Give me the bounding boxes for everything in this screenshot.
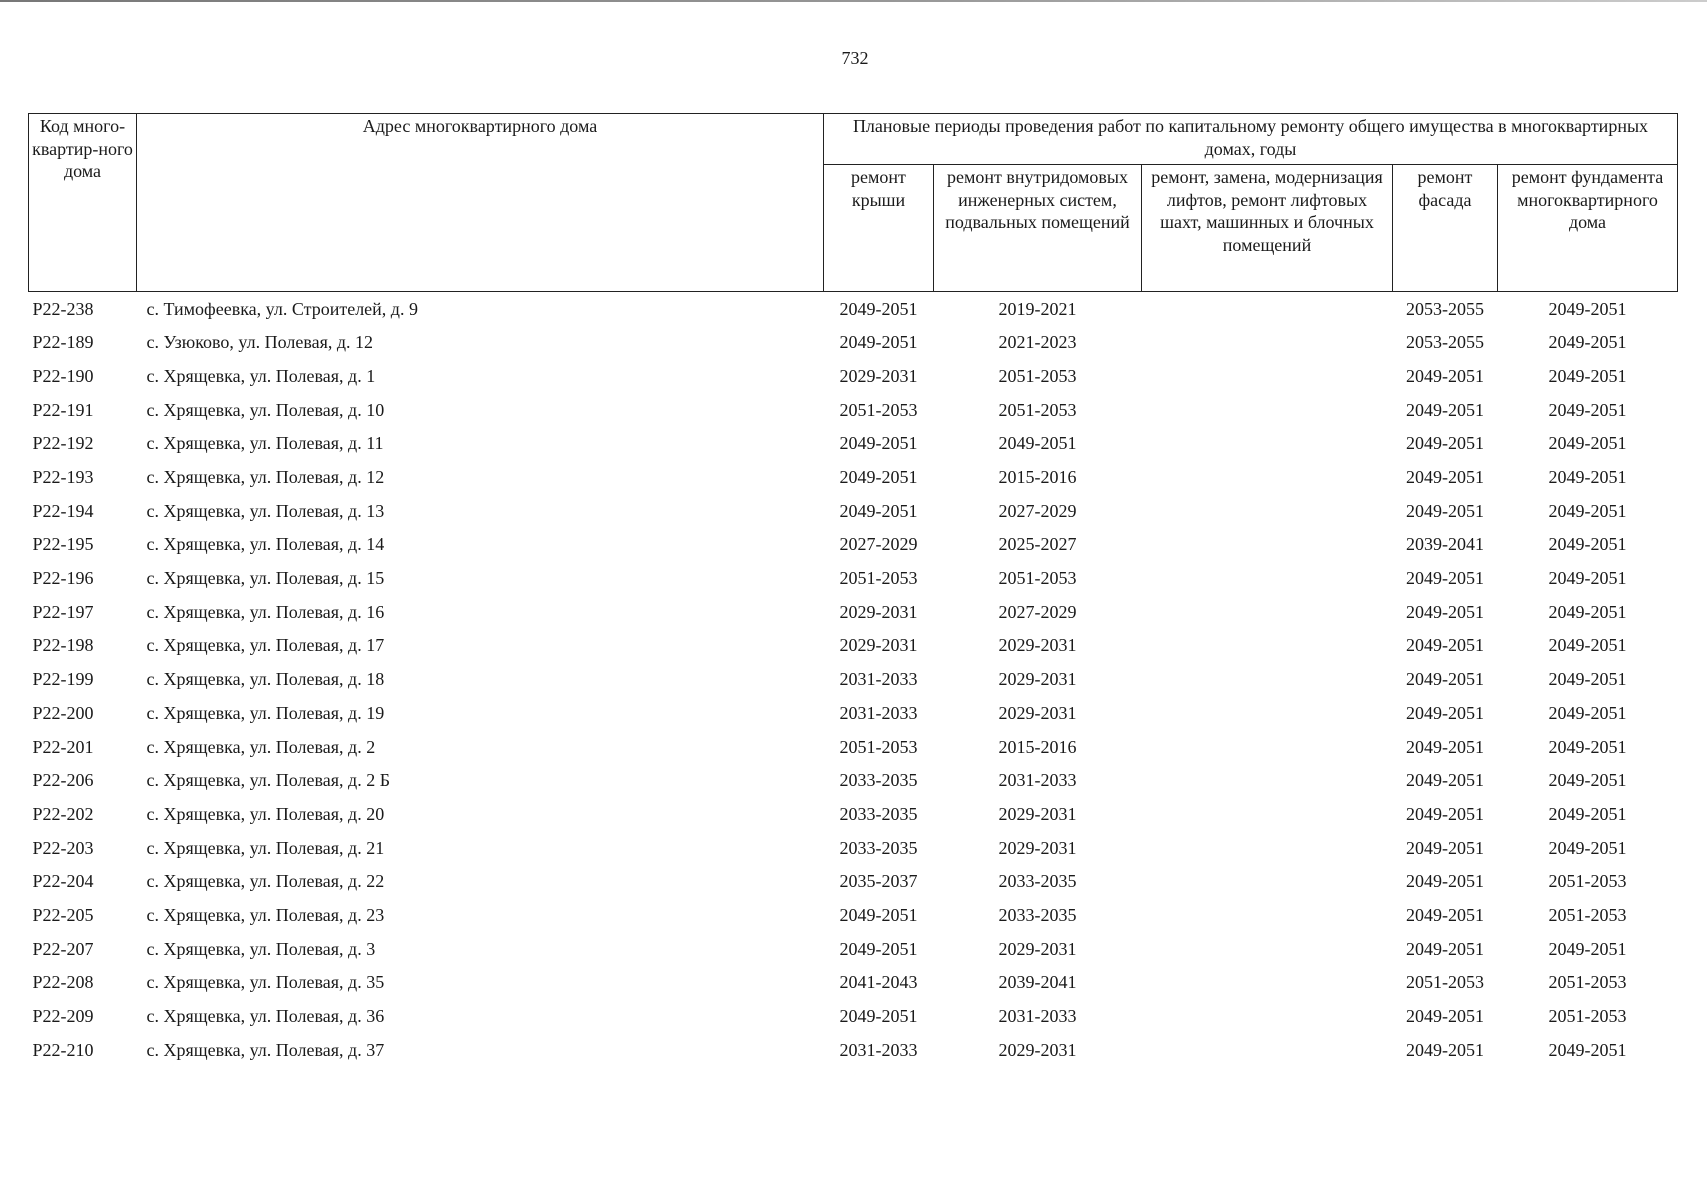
- cell-address: с. Хрящевка, ул. Полевая, д. 23: [146, 904, 385, 925]
- cell-engineering: 2051-2053: [998, 365, 1077, 386]
- cell-code: P22-207: [32, 938, 94, 959]
- cell-foundation: 2049-2051: [1548, 635, 1627, 656]
- cell-roof: 2049-2051: [839, 938, 918, 959]
- cell-facade: 2039-2041: [1406, 534, 1484, 555]
- table-row: [29, 1033, 1678, 1067]
- table-row: [29, 797, 1678, 831]
- table-row: [29, 966, 1678, 1000]
- cell-elevators: [1142, 494, 1393, 528]
- cell-code: P22-197: [32, 601, 94, 622]
- capital-repair-table: [28, 113, 1678, 1067]
- cell-engineering: 2029-2031: [998, 702, 1077, 723]
- cell-code: P22-210: [32, 1039, 94, 1060]
- cell-facade: 2049-2051: [1406, 500, 1484, 521]
- cell-address: с. Хрящевка, ул. Полевая, д. 14: [146, 534, 385, 555]
- cell-engineering: 2031-2033: [998, 770, 1077, 791]
- cell-address: с. Хрящевка, ул. Полевая, д. 22: [146, 871, 385, 892]
- table-row: [29, 663, 1678, 697]
- cell-roof: 2049-2051: [839, 298, 918, 319]
- cell-facade: 2049-2051: [1406, 365, 1484, 386]
- cell-elevators: [1142, 764, 1393, 798]
- cell-roof: 2029-2031: [839, 365, 918, 386]
- cell-facade: 2049-2051: [1406, 399, 1484, 420]
- cell-address: с. Тимофеевка, ул. Строителей, д. 9: [146, 298, 418, 319]
- table-row: [29, 932, 1678, 966]
- cell-address: с. Хрящевка, ул. Полевая, д. 15: [146, 568, 385, 589]
- cell-code: P22-196: [32, 568, 94, 589]
- cell-code: P22-206: [32, 770, 94, 791]
- cell-engineering: 2029-2031: [998, 669, 1077, 690]
- table-row: [29, 595, 1678, 629]
- cell-roof: 2033-2035: [839, 803, 918, 824]
- table-row: [29, 831, 1678, 865]
- cell-roof: 2031-2033: [839, 669, 918, 690]
- cell-foundation: 2049-2051: [1548, 534, 1627, 555]
- cell-code: P22-205: [32, 904, 94, 925]
- cell-facade: 2049-2051: [1406, 871, 1484, 892]
- cell-engineering: 2049-2051: [998, 433, 1077, 454]
- cell-facade: 2053-2055: [1406, 332, 1484, 353]
- cell-engineering: 2029-2031: [998, 803, 1077, 824]
- cell-code: P22-189: [32, 332, 94, 353]
- cell-engineering: 2031-2033: [998, 1006, 1077, 1027]
- cell-address: с. Хрящевка, ул. Полевая, д. 2 Б: [146, 770, 391, 791]
- scan-edge-line: [0, 0, 1707, 2]
- cell-foundation: 2049-2051: [1548, 467, 1627, 488]
- cell-foundation: 2049-2051: [1548, 500, 1627, 521]
- cell-address: с. Хрящевка, ул. Полевая, д. 12: [146, 467, 385, 488]
- cell-code: P22-192: [32, 433, 94, 454]
- cell-roof: 2035-2037: [839, 871, 918, 892]
- cell-address: с. Хрящевка, ул. Полевая, д. 10: [146, 399, 385, 420]
- cell-engineering: 2029-2031: [998, 635, 1077, 656]
- cell-roof: 2041-2043: [839, 972, 918, 993]
- table-row: [29, 865, 1678, 899]
- cell-facade: 2049-2051: [1406, 770, 1484, 791]
- cell-facade: 2049-2051: [1406, 669, 1484, 690]
- cell-facade: 2051-2053: [1406, 972, 1484, 993]
- cell-elevators: [1142, 1033, 1393, 1067]
- cell-address: с. Хрящевка, ул. Полевая, д. 20: [146, 803, 385, 824]
- cell-code: P22-190: [32, 365, 94, 386]
- cell-foundation: 2049-2051: [1548, 736, 1627, 757]
- table-row: [29, 764, 1678, 798]
- cell-address: с. Хрящевка, ул. Полевая, д. 11: [146, 433, 384, 454]
- cell-engineering: 2015-2016: [998, 467, 1077, 488]
- table-row: [29, 292, 1678, 326]
- cell-elevators: [1142, 562, 1393, 596]
- cell-engineering: 2039-2041: [998, 972, 1077, 993]
- cell-foundation: 2049-2051: [1548, 770, 1627, 791]
- cell-elevators: [1142, 326, 1393, 360]
- cell-code: P22-195: [32, 534, 94, 555]
- cell-facade: 2049-2051: [1406, 904, 1484, 925]
- cell-roof: 2049-2051: [839, 467, 918, 488]
- cell-code: P22-208: [32, 972, 94, 993]
- cell-foundation: 2049-2051: [1548, 399, 1627, 420]
- cell-elevators: [1142, 629, 1393, 663]
- cell-address: с. Хрящевка, ул. Полевая, д. 21: [146, 837, 385, 858]
- cell-elevators: [1142, 359, 1393, 393]
- cell-engineering: 2033-2035: [998, 871, 1077, 892]
- cell-foundation: 2049-2051: [1548, 433, 1627, 454]
- cell-engineering: 2051-2053: [998, 399, 1077, 420]
- cell-elevators: [1142, 865, 1393, 899]
- cell-code: P22-199: [32, 669, 94, 690]
- header-code: Код много-квартир-ного дома: [29, 114, 137, 292]
- table-row: [29, 427, 1678, 461]
- cell-address: с. Хрящевка, ул. Полевая, д. 19: [146, 702, 385, 723]
- cell-foundation: 2049-2051: [1548, 938, 1627, 959]
- cell-facade: 2049-2051: [1406, 803, 1484, 824]
- cell-engineering: 2029-2031: [998, 837, 1077, 858]
- cell-roof: 2033-2035: [839, 837, 918, 858]
- cell-address: с. Хрящевка, ул. Полевая, д. 18: [146, 669, 385, 690]
- table-row: [29, 528, 1678, 562]
- cell-foundation: 2049-2051: [1548, 298, 1627, 319]
- cell-roof: 2029-2031: [839, 601, 918, 622]
- page-number: 732: [841, 48, 869, 68]
- table-row: [29, 326, 1678, 360]
- cell-code: P22-200: [32, 702, 94, 723]
- cell-roof: 2049-2051: [839, 500, 918, 521]
- cell-roof: 2027-2029: [839, 534, 918, 555]
- cell-address: с. Хрящевка, ул. Полевая, д. 17: [146, 635, 385, 656]
- cell-engineering: 2025-2027: [998, 534, 1077, 555]
- cell-roof: 2051-2053: [839, 399, 918, 420]
- table-row: [29, 562, 1678, 596]
- cell-foundation: 2049-2051: [1548, 837, 1627, 858]
- cell-foundation: 2049-2051: [1548, 1039, 1627, 1060]
- table-row: [29, 696, 1678, 730]
- header-facade: ремонт фасада: [1393, 165, 1498, 292]
- table-row: [29, 629, 1678, 663]
- cell-roof: 2031-2033: [839, 702, 918, 723]
- cell-facade: 2049-2051: [1406, 736, 1484, 757]
- table-row: [29, 730, 1678, 764]
- cell-code: P22-201: [32, 736, 94, 757]
- cell-code: P22-202: [32, 803, 94, 824]
- cell-foundation: 2051-2053: [1548, 871, 1627, 892]
- header-periods-group: Плановые периоды проведения работ по капитальному ремонту общего имущества в многоквартирных домах, годы: [824, 114, 1678, 165]
- cell-elevators: [1142, 595, 1393, 629]
- cell-roof: 2051-2053: [839, 568, 918, 589]
- cell-engineering: 2027-2029: [998, 500, 1077, 521]
- cell-elevators: [1142, 966, 1393, 1000]
- cell-foundation: 2049-2051: [1548, 702, 1627, 723]
- cell-address: с. Хрящевка, ул. Полевая, д. 36: [146, 1006, 385, 1027]
- cell-code: P22-191: [32, 399, 94, 420]
- header-foundation: ремонт фундамента многоквартирного дома: [1498, 165, 1678, 292]
- cell-engineering: 2019-2021: [998, 298, 1077, 319]
- cell-foundation: 2051-2053: [1548, 972, 1627, 993]
- cell-elevators: [1142, 393, 1393, 427]
- table-header: [29, 114, 1678, 292]
- header-engineering: ремонт внутридомовых инженерных систем, подвальных помещений: [934, 165, 1142, 292]
- cell-facade: 2049-2051: [1406, 467, 1484, 488]
- cell-elevators: [1142, 663, 1393, 697]
- cell-elevators: [1142, 999, 1393, 1033]
- cell-elevators: [1142, 292, 1393, 326]
- cell-roof: 2049-2051: [839, 1006, 918, 1027]
- cell-address: с. Хрящевка, ул. Полевая, д. 3: [146, 938, 376, 959]
- cell-engineering: 2015-2016: [998, 736, 1077, 757]
- cell-engineering: 2033-2035: [998, 904, 1077, 925]
- cell-address: с. Хрящевка, ул. Полевая, д. 13: [146, 500, 385, 521]
- cell-foundation: 2049-2051: [1548, 365, 1627, 386]
- cell-elevators: [1142, 898, 1393, 932]
- table-row: [29, 999, 1678, 1033]
- table-row: [29, 898, 1678, 932]
- cell-elevators: [1142, 932, 1393, 966]
- table-row: [29, 359, 1678, 393]
- cell-elevators: [1142, 797, 1393, 831]
- cell-roof: 2049-2051: [839, 332, 918, 353]
- cell-facade: 2049-2051: [1406, 635, 1484, 656]
- cell-roof: 2051-2053: [839, 736, 918, 757]
- table-row: [29, 494, 1678, 528]
- cell-engineering: 2027-2029: [998, 601, 1077, 622]
- cell-address: с. Хрящевка, ул. Полевая, д. 35: [146, 972, 385, 993]
- cell-elevators: [1142, 696, 1393, 730]
- cell-foundation: 2049-2051: [1548, 803, 1627, 824]
- cell-roof: 2031-2033: [839, 1039, 918, 1060]
- cell-engineering: 2029-2031: [998, 1039, 1077, 1060]
- cell-facade: 2049-2051: [1406, 433, 1484, 454]
- cell-facade: 2049-2051: [1406, 1039, 1484, 1060]
- cell-facade: 2049-2051: [1406, 837, 1484, 858]
- cell-engineering: 2021-2023: [998, 332, 1077, 353]
- cell-foundation: 2051-2053: [1548, 904, 1627, 925]
- cell-engineering: 2029-2031: [998, 938, 1077, 959]
- cell-address: с. Хрящевка, ул. Полевая, д. 1: [146, 365, 376, 386]
- cell-facade: 2053-2055: [1406, 298, 1484, 319]
- cell-elevators: [1142, 528, 1393, 562]
- cell-elevators: [1142, 460, 1393, 494]
- cell-code: P22-194: [32, 500, 94, 521]
- cell-facade: 2049-2051: [1406, 938, 1484, 959]
- cell-facade: 2049-2051: [1406, 702, 1484, 723]
- cell-code: P22-203: [32, 837, 94, 858]
- cell-foundation: 2049-2051: [1548, 669, 1627, 690]
- cell-elevators: [1142, 831, 1393, 865]
- cell-elevators: [1142, 427, 1393, 461]
- cell-roof: 2029-2031: [839, 635, 918, 656]
- cell-engineering: 2051-2053: [998, 568, 1077, 589]
- cell-address: с. Хрящевка, ул. Полевая, д. 37: [146, 1039, 385, 1060]
- header-elevators: ремонт, замена, модернизация лифтов, ремонт лифтовых шахт, машинных и блочных помещений: [1142, 165, 1393, 292]
- cell-address: с. Хрящевка, ул. Полевая, д. 2: [146, 736, 376, 757]
- cell-code: P22-204: [32, 871, 94, 892]
- cell-facade: 2049-2051: [1406, 568, 1484, 589]
- cell-elevators: [1142, 730, 1393, 764]
- cell-roof: 2033-2035: [839, 770, 918, 791]
- table-row: [29, 393, 1678, 427]
- cell-foundation: 2049-2051: [1548, 568, 1627, 589]
- header-address: Адрес многоквартирного дома: [137, 114, 824, 292]
- table-body: [29, 292, 1678, 1067]
- cell-address: с. Хрящевка, ул. Полевая, д. 16: [146, 601, 385, 622]
- cell-roof: 2049-2051: [839, 433, 918, 454]
- cell-code: P22-209: [32, 1006, 94, 1027]
- cell-code: P22-238: [32, 298, 94, 319]
- cell-foundation: 2051-2053: [1548, 1006, 1627, 1027]
- cell-code: P22-198: [32, 635, 94, 656]
- cell-code: P22-193: [32, 467, 94, 488]
- cell-facade: 2049-2051: [1406, 601, 1484, 622]
- cell-foundation: 2049-2051: [1548, 332, 1627, 353]
- table-row: [29, 460, 1678, 494]
- cell-foundation: 2049-2051: [1548, 601, 1627, 622]
- header-roof: ремонт крыши: [824, 165, 934, 292]
- cell-roof: 2049-2051: [839, 904, 918, 925]
- cell-address: с. Узюково, ул. Полевая, д. 12: [146, 332, 374, 353]
- cell-facade: 2049-2051: [1406, 1006, 1484, 1027]
